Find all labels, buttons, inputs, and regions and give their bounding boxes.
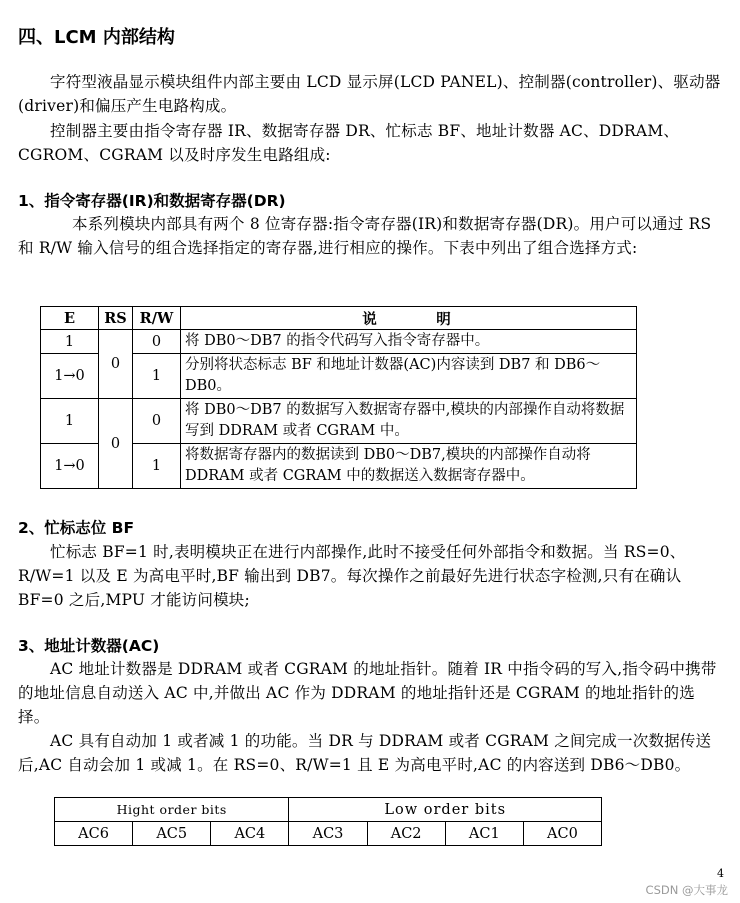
section2-heading: 2、忙标志位 BF xyxy=(18,519,135,537)
cell-rw: 0 xyxy=(133,399,181,444)
bit-cell: AC1 xyxy=(445,822,523,846)
cell-rs: 0 xyxy=(99,330,133,399)
header-rs: RS xyxy=(99,307,133,330)
bits-row xyxy=(55,822,602,846)
bit-cell: AC6 xyxy=(55,822,133,846)
section3-paragraph-1: AC 地址计数器是 DDRAM 或者 CGRAM 的地址指针。随着 IR 中指令码的写入,指令码中携带的地址信息自动送入 AC 中,并做出 AC 作为 DDRAM 的地址指针还是 CGRAM 的地址指针的选择。 xyxy=(18,660,717,726)
bit-cell: AC3 xyxy=(289,822,367,846)
cell-e: 1→0 xyxy=(41,354,99,399)
table-header-row xyxy=(41,307,637,330)
cell-e: 1→0 xyxy=(41,444,99,489)
bit-cell: AC5 xyxy=(133,822,211,846)
header-e: E xyxy=(41,307,99,330)
low-order-label: Low order bits xyxy=(289,798,602,822)
header-desc: 说 明 xyxy=(181,307,637,330)
table-row xyxy=(41,330,637,354)
page-number: 4 xyxy=(717,867,724,880)
cell-desc: 分别将状态标志 BF 和地址计数器(AC)内容读到 DB7 和 DB6～DB0。 xyxy=(181,354,637,399)
section1-heading: 1、指令寄存器(IR)和数据寄存器(DR) xyxy=(18,192,286,210)
address-bits-table xyxy=(54,797,602,846)
cell-rw: 0 xyxy=(133,330,181,354)
cell-e: 1 xyxy=(41,399,99,444)
section3-paragraph-2: AC 具有自动加 1 或者减 1 的功能。当 DR 与 DDRAM 或者 CGRAM 之间完成一次数据传送后,AC 自动会加 1 或减 1。在 RS=0、R/W=1 且 E 为高电平时,AC 的内容送到 DB6～DB0。 xyxy=(18,732,712,774)
bits-header-row xyxy=(55,798,602,822)
bit-cell: AC2 xyxy=(367,822,445,846)
cell-desc: 将 DB0～DB7 的数据写入数据寄存器中,模块的内部操作自动将数据写到 DDRAM 或者 CGRAM 中。 xyxy=(181,399,637,444)
register-select-table xyxy=(40,306,637,489)
table-row xyxy=(41,399,637,444)
cell-rs: 0 xyxy=(99,399,133,489)
intro-paragraph-2: 控制器主要由指令寄存器 IR、数据寄存器 DR、忙标志 BF、地址计数器 AC、DDRAM、CGROM、CGRAM 以及时序发生电路组成: xyxy=(18,122,680,164)
cell-rw: 1 xyxy=(133,354,181,399)
cell-e: 1 xyxy=(41,330,99,354)
section2-paragraph: 忙标志 BF=1 时,表明模块正在进行内部操作,此时不接受任何外部指令和数据。当 RS=0、R/W=1 以及 E 为高电平时,BF 输出到 DB7。每次操作之前最好先进行状态字检测,只有在确认 BF=0 之后,MPU 才能访问模块; xyxy=(18,543,686,609)
bit-cell: AC0 xyxy=(523,822,601,846)
bit-cell: AC4 xyxy=(211,822,289,846)
page-title: 四、LCM 内部结构 xyxy=(18,27,175,48)
watermark: CSDN @大事龙 xyxy=(645,883,728,897)
header-rw: R/W xyxy=(133,307,181,330)
cell-rw: 1 xyxy=(133,444,181,489)
section1-paragraph: 本系列模块内部具有两个 8 位寄存器:指令寄存器(IR)和数据寄存器(DR)。用户可以通过 RS 和 R/W 输入信号的组合选择指定的寄存器,进行相应的操作。下表中列出了组合选择方式: xyxy=(18,215,712,257)
high-order-label: Hight order bits xyxy=(55,798,289,822)
cell-desc: 将数据寄存器内的数据读到 DB0～DB7,模块的内部操作自动将 DDRAM 或者 CGRAM 中的数据送入数据寄存器中。 xyxy=(181,444,637,489)
cell-desc: 将 DB0～DB7 的指令代码写入指令寄存器中。 xyxy=(181,330,637,354)
intro-paragraph-1: 字符型液晶显示模块组件内部主要由 LCD 显示屏(LCD PANEL)、控制器(controller)、驱动器(driver)和偏压产生电路构成。 xyxy=(18,73,721,115)
section3-heading: 3、地址计数器(AC) xyxy=(18,637,160,655)
